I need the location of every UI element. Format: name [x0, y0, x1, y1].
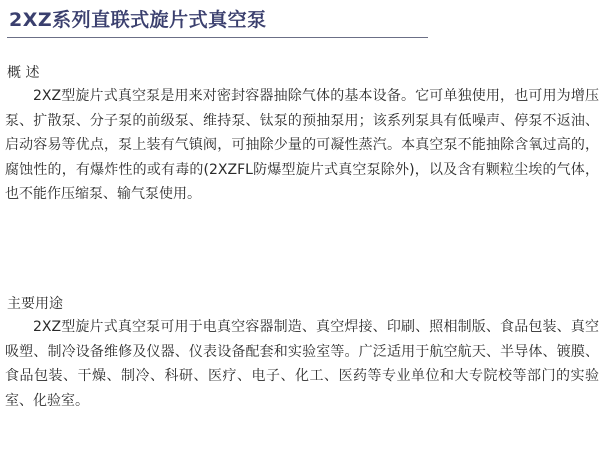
- main-uses-heading: 主要用途: [7, 296, 63, 312]
- title-underline: [7, 37, 428, 38]
- overview-heading: 概 述: [7, 65, 40, 81]
- overview-paragraph: 2XZ型旋片式真空泵是用来对密封容器抽除气体的基本设备。它可单独使用，也可用为增压泵、扩散泵、分子泵的前级泵、维持泵、钛泵的预抽泵用；该系列泵具有低噪声、停泵不返油、启动容易等优点，泵上装有气镇阀，可抽除少量的可凝性蒸汽。本真空泵不能抽除含氧过高的，腐蚀性的，有爆炸性的或有毒的(2XZFL防爆型旋片式真空泵除外)，以及含有颗粒尘埃的气体，也不能作压缩泵、输气泵使用。: [5, 88, 599, 202]
- page-title: 2XZ系列直联式旋片式真空泵: [9, 9, 267, 31]
- main-uses-paragraph: 2XZ型旋片式真空泵可用于电真空容器制造、真空焊接、印刷、照相制版、食品包装、真空吸塑、制冷设备维修及仪器、仪表设备配套和实验室等。广泛适用于航空航天、半导体、镀膜、食品包装、干燥、制冷、科研、医疗、电子、化工、医药等专业单位和大专院校等部门的实验室、化验室。: [5, 319, 599, 409]
